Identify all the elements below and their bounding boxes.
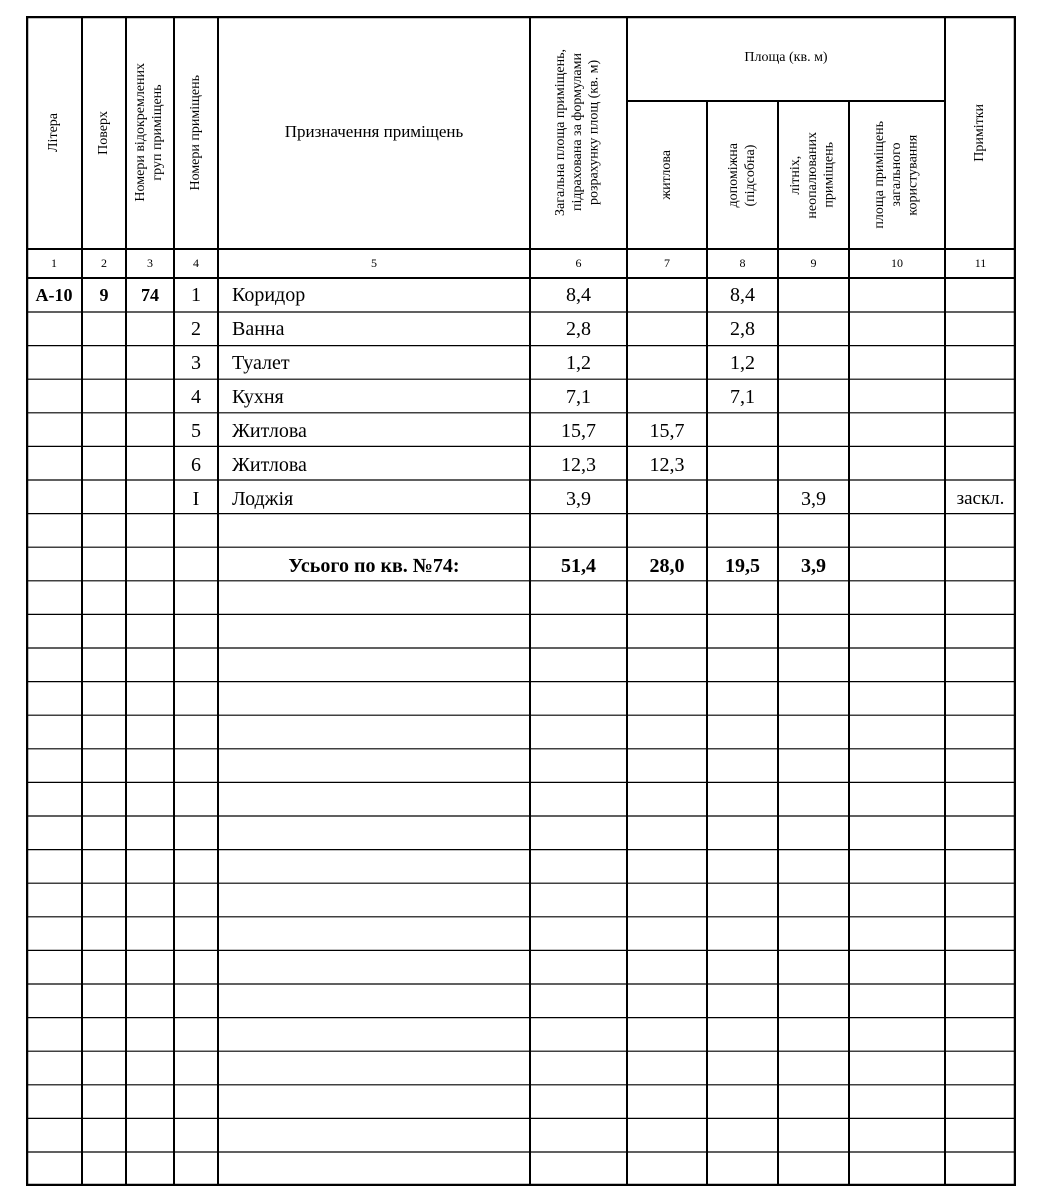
total-area: 51,4 [561, 554, 596, 577]
header-litera-text: Літера [45, 113, 61, 152]
row7-notes: заскл. [956, 488, 1005, 509]
header-total-text: Загальна площа приміщень, підрахована за формулами розрахунку площ (кв. м) [553, 49, 602, 216]
row2-summer [778, 312, 849, 346]
header-common [849, 101, 945, 249]
colnum-10: 10 [891, 256, 903, 270]
header-litera [26, 16, 82, 249]
row3-living [627, 346, 707, 380]
row7-purpose: Лоджія [232, 487, 294, 510]
header-total [530, 16, 627, 249]
row3-room: 3 [191, 351, 201, 374]
row5-total: 15,7 [561, 419, 596, 442]
colnum-7: 7 [664, 256, 670, 270]
colnum-8: 8 [739, 256, 746, 270]
row1-notes [945, 278, 1016, 312]
colnum-9: 9 [810, 256, 817, 270]
header-summer [778, 101, 849, 249]
row3-aux: 1,2 [730, 351, 755, 374]
header-rooms-text: Номери приміщень [187, 74, 203, 191]
colnum-4: 4 [193, 256, 199, 270]
header-notes-text: Примітки [972, 103, 988, 162]
row2-room: 2 [191, 317, 201, 340]
row6-living: 12,3 [649, 453, 685, 476]
row1-living [627, 278, 707, 312]
row7-living [627, 482, 707, 516]
header-poverkh [82, 16, 126, 249]
row1-litera: А-10 [35, 284, 73, 305]
header-area-group: Площа (кв. м) [744, 50, 828, 66]
header-living [627, 101, 707, 249]
row7-room: І [192, 487, 200, 510]
row4-total: 7,1 [566, 385, 591, 408]
header-groups-text: Номери відокремлених груп приміщень [133, 63, 165, 202]
row4-living [627, 380, 707, 414]
row4-summer [778, 380, 849, 414]
row5-room: 5 [191, 419, 201, 442]
row5-living: 15,7 [649, 419, 685, 442]
total-living: 28,0 [649, 554, 685, 577]
row1-aux: 8,4 [730, 283, 755, 306]
row2-total: 2,8 [566, 317, 591, 340]
row6-total: 12,3 [561, 453, 596, 476]
row6-purpose: Житлова [232, 453, 307, 476]
row2-notes [945, 312, 1016, 346]
row3-summer [778, 346, 849, 380]
colnum-3: 3 [147, 256, 153, 270]
row1-total: 8,4 [566, 283, 591, 306]
header-rooms [174, 16, 218, 249]
header-common-text: площа приміщень загального користування [871, 121, 921, 229]
row6-summer [778, 448, 849, 482]
row6-notes [945, 448, 1016, 482]
header-purpose: Призначення приміщень [284, 122, 464, 142]
row7-aux [707, 482, 778, 516]
row1-group: 74 [141, 284, 159, 305]
total-summer: 3,9 [801, 554, 826, 577]
row7-total: 3,9 [566, 487, 591, 510]
row4-aux: 7,1 [730, 385, 755, 408]
row4-purpose: Кухня [232, 385, 284, 408]
row2-aux: 2,8 [730, 317, 755, 340]
header-poverkh-text: Поверх [95, 110, 111, 155]
row1-room: 1 [191, 283, 201, 306]
total-label: Усього по кв. №74: [288, 554, 460, 577]
header-living-text: житлова [658, 150, 674, 200]
colnum-1: 1 [51, 256, 57, 270]
row1-common [849, 278, 945, 312]
row3-total: 1,2 [566, 351, 591, 374]
colnum-11: 11 [974, 256, 987, 270]
total-aux: 19,5 [725, 554, 760, 577]
row5-aux [707, 414, 778, 448]
row1-floor: 9 [99, 284, 109, 305]
row1-summer [778, 278, 849, 312]
room-area-table [26, 16, 1016, 1186]
header-summer-text: літніх, неопалюваних приміщень [788, 131, 837, 219]
row5-purpose: Житлова [232, 419, 307, 442]
colnum-5: 5 [371, 256, 377, 270]
row3-purpose: Туалет [232, 351, 290, 374]
colnum-2: 2 [101, 256, 107, 270]
row2-living [627, 312, 707, 346]
header-aux-text: допоміжна (підсобна) [725, 142, 758, 208]
row5-notes [945, 414, 1016, 448]
row7-summer: 3,9 [801, 487, 826, 510]
header-aux [707, 101, 778, 249]
colnum-6: 6 [575, 256, 582, 270]
row6-room: 6 [191, 453, 201, 476]
header-groups [126, 16, 174, 249]
row6-aux [707, 448, 778, 482]
row1-purpose: Коридор [232, 283, 306, 306]
row4-room: 4 [191, 385, 201, 408]
row3-notes [945, 346, 1016, 380]
row5-summer [778, 414, 849, 448]
row4-notes [945, 380, 1016, 414]
row2-purpose: Ванна [232, 317, 285, 340]
header-notes [945, 16, 1016, 249]
